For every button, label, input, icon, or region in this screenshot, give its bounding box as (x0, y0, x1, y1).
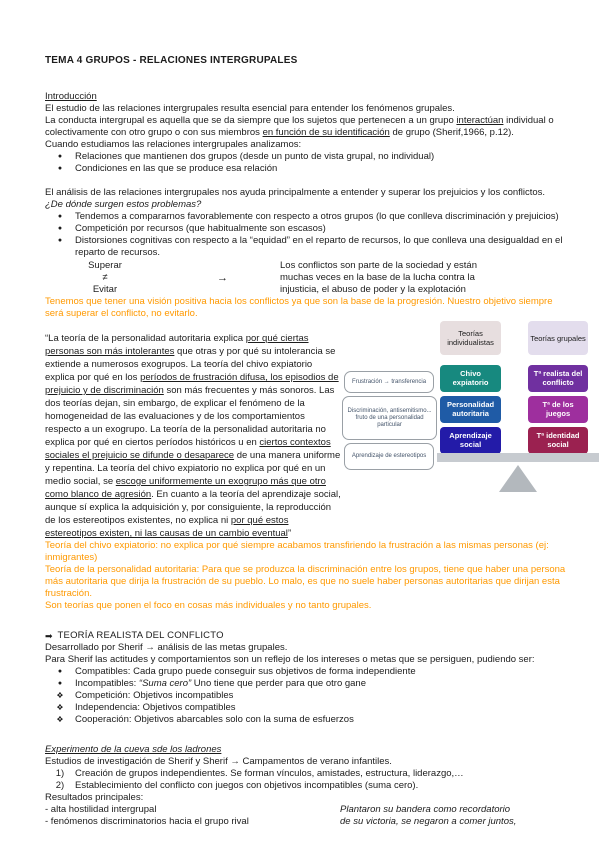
intro-paragraph-1: El estudio de las relaciones intergrupales resulta esencial para entender los fenómenos grupales. (45, 103, 455, 114)
problems-paragraph: El análisis de las relaciones intergrupales nos ayuda principalmente a entender y superar los prejuicios y los conflictos. (45, 187, 546, 198)
list-item: ● Distorsiones cognitivas con respecto a la “equidad” en el reparto de recursos, lo que conlleva una desigualdad en el reparto de recursos. (45, 235, 570, 259)
intro-paragraph-2: La conducta intergrupal es aquella que se da siempre que los sujetos que pertenecen a un grupo interactúan individual o colectivamente con otro grupo o con sus miembros en función de su identificación de grupo (Sherif,1966, p.12). (45, 115, 554, 138)
list-item: ● Incompatibles: “Suma cero” Uno tiene que perder para que otro gane (45, 678, 570, 690)
superar-vs-evitar-block (45, 260, 570, 296)
spacer (45, 612, 570, 624)
bullet-icon: ● (57, 153, 63, 160)
orange-note-vision-positiva: Tenemos que tener una visión positiva hacia los conflictos ya que son la base de la progresión. Nuestro objetivo siempre será superar el conflicto, no evitarlo. (45, 296, 553, 319)
orange-note-chivo-expiatorio: Teoría del chivo expiatorio: no explica por qué siempre acabamos transfiriendo la frustración a las mismas personas (ej: inmigrantes) (45, 540, 549, 563)
list-item: ● Relaciones que mantienen dos grupos (desde un punto de vista grupal, no individual) (45, 151, 570, 163)
balance-beam (437, 453, 599, 462)
heading-arrow-icon: ➡ (45, 631, 53, 641)
intro-heading: Introducción (45, 91, 97, 102)
group-theories-header: Teorías grupales (528, 321, 588, 355)
experiment-paragraph: Estudios de investigación de Sherif y Sherif → Campamentos de verano infantiles. (45, 756, 392, 767)
results-side-note: Plantaron su bandera como recordatorio de su victoria, se negaron a comer juntos, (340, 804, 517, 827)
box-teoria-juegos: Tª de los juegos (528, 396, 588, 423)
results-list: - alta hostilidad intergrupal - fenómenos discriminatorios hacia el grupo rival (45, 804, 249, 827)
realistic-conflict-heading: ➡ TEORÍA REALISTA DEL CONFLICTO (45, 630, 224, 641)
evitar-label: Evitar (92, 284, 118, 295)
experiment-heading: Experimento de la cueva sde los ladrones (45, 744, 222, 755)
realista-paragraph-2: Para Sherif las actitudes y comportamientos son un reflejo de los intereses o metas que se persiguen, pudiendo ser: (45, 654, 535, 665)
not-equal-symbol: ≠ (102, 272, 108, 283)
diamond-bullet-icon: ❖ (56, 691, 64, 700)
balance-fulcrum-triangle-icon (499, 465, 537, 492)
right-arrow-icon: → (217, 272, 228, 284)
superar-column (45, 260, 165, 296)
authoritarian-theory-quote: “La teoría de la personalidad autoritaria explica por qué ciertas personas son más intolerantes que otras y por qué su intolerancia se extiende a numerosos exogrupos. La teoría del chivo expiatorio explica por qué en los períodos de frustración difusa, los episodios de prejuicio y de discriminación son más frecuentes y más sonoros. Las dos teorías dejan, sin embargo, de explicar el fenómeno de la homogeneidad de las evaluaciones y de los comportamientos respecto a un exogrupo. La teoría de la personalidad autoritaria no explica por qué en ciertos períodos históricos u en ciertos contextos sociales el prejuicio se difunde o desaparece de una manera uniforme y repentina. La teoría del chivo expiatorio no explica por qué en un medio social, se escoge uniformemente un exogrupo más que otro como blanco de agresión. En cuanto a la teoría del aprendizaje social, aunque sí explica la adquisición y, por consiguiente, la reproducción de los estereotipos existentes, no explica ni por qué estos estereotipos existen, ni las causas de un cambio eventual” (45, 333, 341, 539)
experiment-numbered-list (45, 768, 570, 792)
note-discriminacion-antisemitismo: Discriminación, antisemitismo... fruto de una personalidad particular (342, 396, 437, 440)
results-label: Resultados principales: (45, 792, 144, 803)
bullet-icon: ● (57, 165, 63, 172)
box-personalidad-autoritaria: Personalidad autoritaria (440, 396, 501, 423)
note-frustracion-transferencia: Frustración → transferencia (344, 371, 434, 393)
problems-question: ¿De dónde surgen estos problemas? (45, 199, 202, 210)
box-teoria-realista-conflicto: Tª realista del conflicto (528, 365, 588, 392)
theories-balance-diagram (342, 316, 595, 496)
page-title: TEMA 4 GRUPOS - RELACIONES INTERGRUPALES (45, 55, 298, 66)
realista-bullet-list (45, 666, 570, 726)
box-teoria-identidad-social: Tª identidad social (528, 427, 588, 454)
list-item: ❖ Competición: Objetivos incompatibles (45, 690, 570, 702)
intro-bullet-list (45, 151, 570, 175)
orange-note-foco-individual: Son teorías que ponen el foco en cosas más individuales y no tanto grupales. (45, 600, 372, 611)
box-chivo-expiatorio: Chivo expiatorio (440, 365, 501, 392)
list-item: ● Tendemos a compararnos favorablemente con respecto a otros grupos (lo que conlleva discriminación y prejuicios) (45, 211, 570, 223)
note-aprendizaje-estereotipos: Aprendizaje de estereotipos (344, 443, 434, 470)
realista-paragraph-1: Desarrollado por Sherif → análisis de las metas grupales. (45, 642, 288, 653)
list-item: ● Competición por recursos (que habitualmente son escasos) (45, 223, 570, 235)
orange-note-personalidad-autoritaria: Teoría de la personalidad autoritaria: Para que se produzca la discriminación entre los grupos, tiene que haber una persona más autoritaria que dirija la frustración de su pueblo. Lo malo, es que no suele haber personas autoritarias que dirijan esta frustración. (45, 564, 566, 599)
spacer (45, 726, 570, 738)
list-item: 2) Establecimiento del conflicto con juegos con objetivos incompatibles (suma cero). (55, 780, 419, 791)
list-item: ❖ Cooperación: Objetivos abarcables solo con la suma de esfuerzos (45, 714, 570, 726)
results-columns (45, 804, 570, 828)
theory-quote-and-diagram (45, 329, 595, 540)
conflict-note-column: Los conflictos son parte de la sociedad y están muchas veces en la base de la lucha contra la injusticia, el abuso de poder y la explotación (280, 260, 477, 295)
box-aprendizaje-social: Aprendizaje social (440, 427, 501, 454)
spacer (45, 175, 570, 187)
bullet-icon: ● (57, 668, 63, 675)
list-item: ● Condiciones en las que se produce esa relación (45, 163, 570, 175)
individual-theories-header: Teorías individualistas (440, 321, 501, 355)
list-item: 1) Creación de grupos independientes. Se forman vínculos, amistades, estructura, liderazgo,… (55, 768, 464, 779)
list-item: ● Compatibles: Cada grupo puede conseguir sus objetivos de forma independiente (45, 666, 570, 678)
bullet-icon: ● (57, 225, 63, 232)
problems-bullet-list (45, 211, 570, 259)
diamond-bullet-icon: ❖ (56, 703, 64, 712)
bullet-icon: ● (57, 680, 63, 687)
bullet-icon: ● (57, 237, 63, 244)
bullet-icon: ● (57, 213, 63, 220)
intro-paragraph-3: Cuando estudiamos las relaciones intergrupales analizamos: (45, 139, 302, 150)
superar-label: Superar (88, 260, 122, 271)
diamond-bullet-icon: ❖ (56, 715, 64, 724)
list-item: ❖ Independencia: Objetivos compatibles (45, 702, 570, 714)
